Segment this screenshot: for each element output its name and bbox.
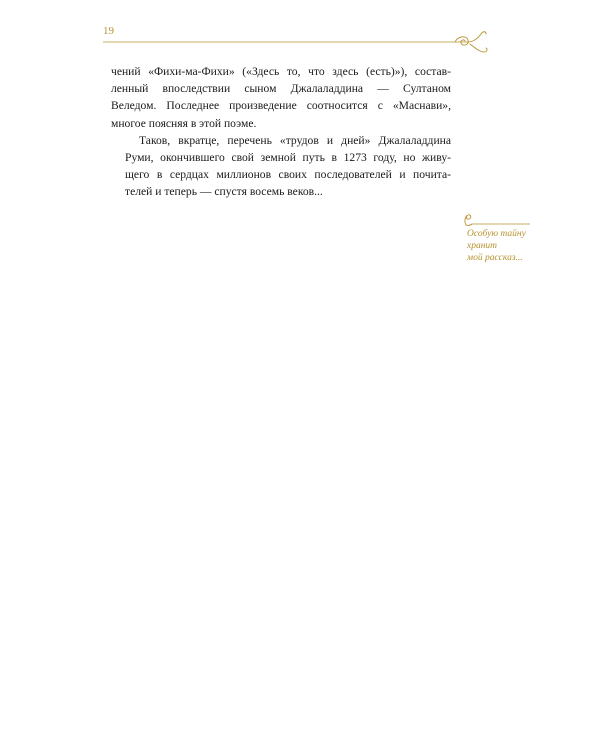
margin-note-line: мой рассказ... — [467, 253, 523, 263]
margin-ornament — [458, 210, 538, 230]
text-line: ленный впоследствии сыном Джалаладдина — Султаном — [111, 82, 451, 96]
page-number: 19 — [103, 25, 114, 37]
margin-note — [467, 228, 577, 264]
header-rule — [0, 0, 600, 70]
text-line: Руми, окончившего свой земной путь в 1273 году, но живу- — [125, 151, 451, 165]
text-line: телей и теперь — спустя восемь веков... — [125, 185, 323, 199]
margin-note-line: хранит — [467, 241, 498, 251]
scroll-flourish-icon — [465, 215, 472, 226]
paragraph-1 — [111, 63, 451, 132]
paragraph-2 — [111, 132, 451, 201]
body-text — [111, 63, 451, 201]
text-line: Таков, вкратце, перечень «трудов и дней» Джалаладдина — [139, 133, 451, 147]
text-line: чений «Фихи-ма-Фихи» («Здесь то, что здесь (есть)»), состав- — [111, 65, 451, 78]
text-line: Веледом. Последнее произведение соотносится с «Маснави», — [111, 99, 451, 113]
text-line: многое поясняя в этой поэме. — [111, 116, 257, 130]
margin-note-line: Особую тайну — [467, 229, 526, 239]
text-line: щего в сердцах миллионов своих последователей и почита- — [125, 168, 451, 182]
